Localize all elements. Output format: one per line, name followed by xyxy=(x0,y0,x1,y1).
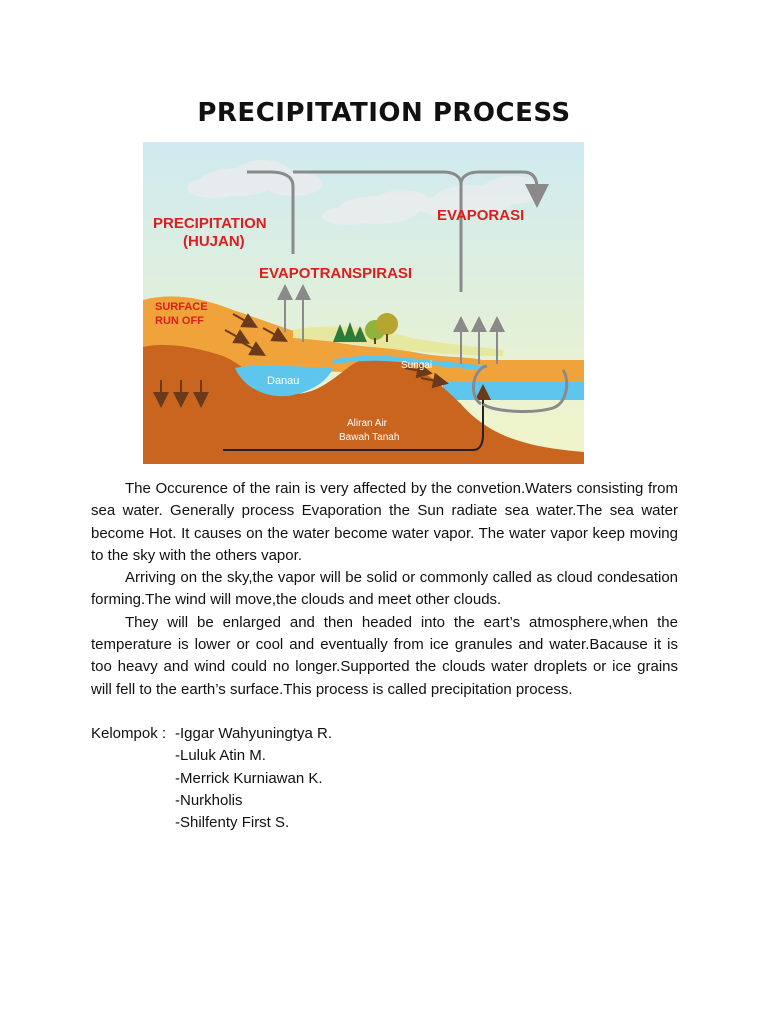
group-member: -Shilfenty First S. xyxy=(175,814,290,832)
label-evaporasi: EVAPORASI xyxy=(437,207,525,224)
label-evapotranspirasi: EVAPOTRANSPIRASI xyxy=(259,265,413,282)
group-row-first xyxy=(91,723,678,745)
paragraph-3: They will be enlarged and then headed into the eart’s atmosphere,when the temperature is lower or cool and eventually from ice granules and water.Bacause it is too heavy and wind could no longer.Supported the clouds water droplets or ice grains will fell to the earth’s surface.This process is called precipitation process. xyxy=(91,613,678,698)
label-bawah-tanah: Bawah Tanah xyxy=(339,432,400,443)
label-aliran-air: Aliran Air xyxy=(347,418,388,429)
group-member: -Luluk Atin M. xyxy=(175,747,266,765)
group-member: -Nurkholis xyxy=(175,791,243,809)
label-hujan: (HUJAN) xyxy=(183,233,245,250)
paragraph-2: Arriving on the sky,the vapor will be solid or commonly called as cloud condesation forming.The wind will move,the clouds and meet other clouds. xyxy=(91,569,678,609)
group-label: Kelompok : xyxy=(91,724,171,742)
page-title: PRECIPITATION PROCESS xyxy=(197,98,571,128)
body-text xyxy=(91,478,678,834)
label-surface: SURFACE xyxy=(155,301,208,313)
paragraph-1: The Occurence of the rain is very affected by the convetion.Waters consisting from sea water. Generally process Evaporation the Sun radiate sea water.The sea water become Hot. It causes on the water become water vapor. The water vapor keep moving to the sky with the others vapor. xyxy=(91,480,678,564)
label-precipitation: PRECIPITATION xyxy=(153,215,267,232)
group-member: -Merrick Kurniawan K. xyxy=(175,769,323,787)
label-run-off: RUN OFF xyxy=(155,315,204,327)
label-danau: Danau xyxy=(267,375,300,387)
group-list xyxy=(91,723,678,834)
water-cycle-diagram xyxy=(143,142,584,464)
group-member: -Iggar Wahyuningtya R. xyxy=(175,724,333,742)
label-sungai: Sungai xyxy=(401,360,433,371)
